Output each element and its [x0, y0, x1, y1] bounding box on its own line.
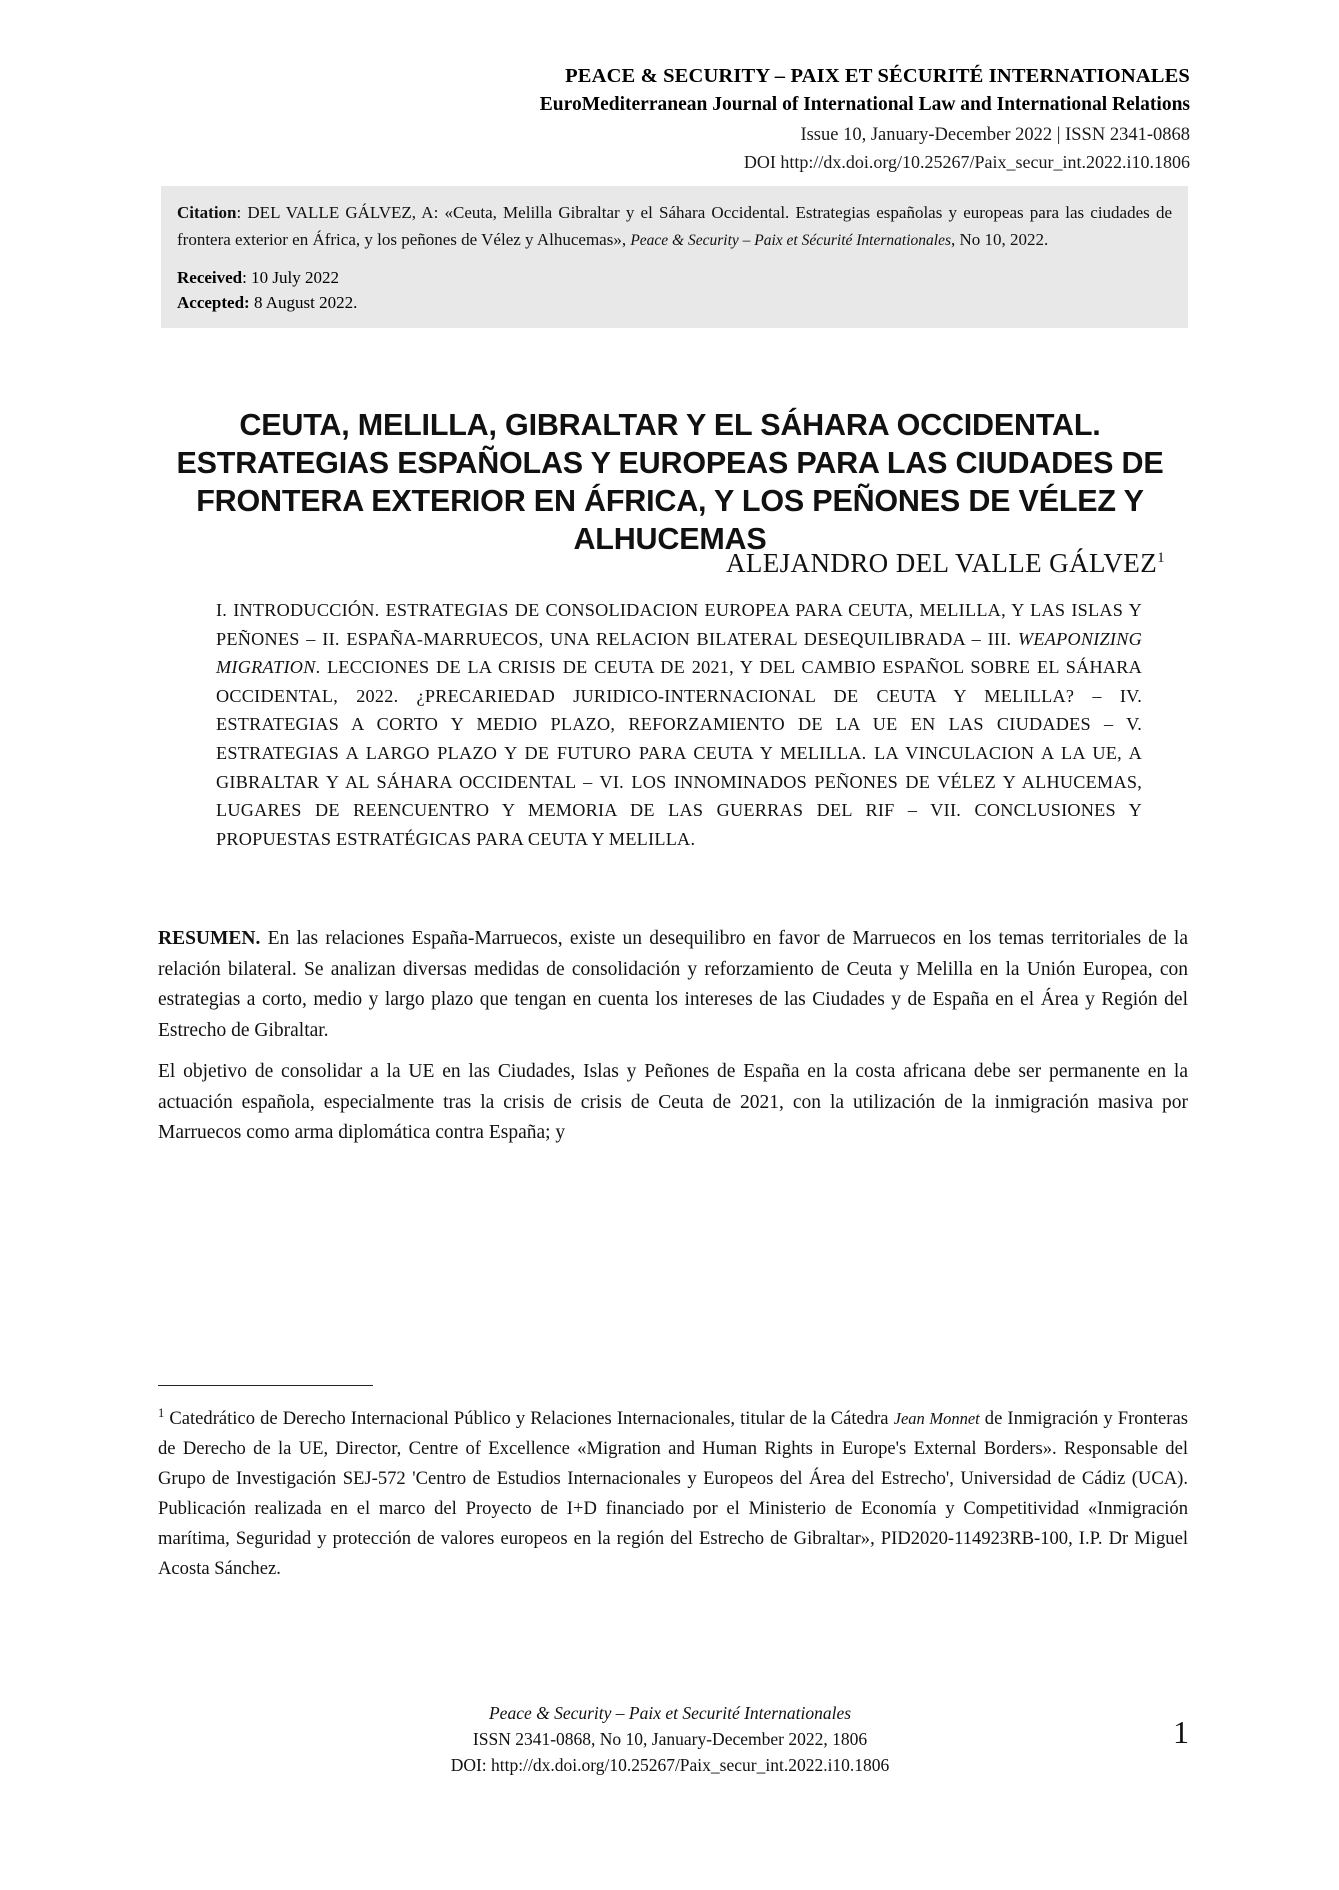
journal-subtitle: EuroMediterranean Journal of International Law and International Relations	[539, 94, 1190, 115]
citation-body-part2: , No 10, 2022.	[950, 229, 1049, 249]
received-accepted-block	[177, 265, 1172, 315]
footnote-part-1: Catedrático de Derecho Internacional Público y Relaciones Internacionales, titular de la Cátedra	[164, 1408, 894, 1430]
journal-doi-line: DOI http://dx.doi.org/10.25267/Paix_secur_int.2022.i10.1806	[743, 152, 1190, 172]
page-number: 1	[1173, 1714, 1189, 1750]
abstract-text-1: En las relaciones España-Marruecos, existe un desequilibro en favor de Marruecos en los temas territoriales de la relación bilateral. Se analizan diversas medidas de consolidación y reforzamiento de Ceuta y Melilla en la Unión Europea, con estrategias a corto, medio y largo plazo que tengan en cuenta los intereses de las Ciudades y de España en el Área y Región del Estrecho de Gibraltar.	[158, 928, 1188, 1041]
accepted-value: 8 August 2022.	[249, 293, 358, 312]
footnote-marker: 1	[158, 1406, 165, 1420]
accepted-label: Accepted:	[177, 293, 250, 312]
received-line	[177, 265, 1172, 290]
footer-journal-italic: Peace & Security – Paix et Securité Internationales	[488, 1703, 852, 1723]
footer-doi-line: DOI: http://dx.doi.org/10.25267/Paix_secur_int.2022.i10.1806	[450, 1755, 890, 1775]
page-footer	[150, 1700, 1190, 1778]
received-value: : 10 July 2022	[242, 268, 339, 287]
contents-segment-italic: WEAPONIZING MIGRATION	[216, 628, 1142, 678]
author-line	[175, 548, 1165, 579]
footnote-separator-rule	[158, 1385, 373, 1386]
footer-issn-line: ISSN 2341-0868, No 10, January-December 2022, 1806	[472, 1729, 868, 1749]
citation-body-part1: : DEL VALLE GÁLVEZ, A: «Ceuta, Melilla Gibraltar y el Sáhara Occidental. Estrategias españolas y europeas para las ciudades de frontera exterior en África, y los peñones de Vélez y Alhucemas»,	[177, 203, 1172, 249]
received-label: Received	[177, 268, 243, 287]
citation-box	[161, 186, 1188, 328]
abstract-section	[158, 924, 1188, 1149]
contents-segment-1: I. INTRODUCCIÓN. ESTRATEGIAS DE CONSOLIDACION EUROPEA PARA CEUTA, MELILLA, Y LAS ISLAS Y PEÑONES – II. ESPAÑA-MARRUECOS, UNA RELACION BILATERAL DESEQUILIBRADA – III.	[216, 600, 1142, 649]
footnote-text	[158, 1398, 1188, 1584]
footnote-italic-chair: Jean Monnet	[893, 1409, 980, 1429]
journal-masthead	[150, 62, 1190, 175]
contents-summary	[216, 596, 1142, 853]
journal-title: PEACE & SECURITY – PAIX ET SÉCURITÉ INTERNATIONALES	[565, 65, 1190, 87]
contents-segment-3: . LECCIONES DE LA CRISIS DE CEUTA DE 2021, Y DEL CAMBIO ESPAÑOL SOBRE EL SÁHARA OCCIDENTAL, 2022. ¿PRECARIEDAD JURIDICO-INTERNACIONAL DE CEUTA Y MELILLA? – IV. ESTRATEGIAS A CORTO Y MEDIO PLAZO, REFORZAMIENTO DE LA UE EN LAS CIUDADES – V. ESTRATEGIAS A LARGO PLAZO Y DE FUTURO PARA CEUTA Y MELILLA. LA VINCULACION A LA UE, A GIBRALTAR Y AL SÁHARA OCCIDENTAL – VI. LOS INNOMINADOS PEÑONES DE VÉLEZ Y ALHUCEMAS, LUGARES DE REENCUENTRO Y MEMORIA DE LAS GUERRAS DEL RIF – VII. CONCLUSIONES Y PROPUESTAS ESTRATÉGICAS PARA CEUTA Y MELILLA.	[216, 657, 1142, 849]
abstract-paragraph-1	[158, 924, 1188, 1046]
citation-journal-italic: Peace & Security – Paix et Sécurité Internationales	[630, 231, 951, 249]
author-footnote-marker: 1	[1157, 550, 1165, 566]
accepted-line	[177, 290, 1172, 315]
citation-label: Citation	[177, 203, 237, 222]
abstract-paragraph-2: El objetivo de consolidar a la UE en las Ciudades, Islas y Peñones de España en la costa africana debe ser permanente en la actuación española, especialmente tras la crisis de crisis de Ceuta de 2021, con la utilización de la inmigración masiva por Marruecos como arma diplomática contra España; y	[158, 1061, 1188, 1143]
journal-issue-line: Issue 10, January-December 2022 | ISSN 2341-0868	[800, 125, 1190, 145]
page-title: CEUTA, MELILLA, GIBRALTAR Y EL SÁHARA OCCIDENTAL. ESTRATEGIAS ESPAÑOLAS Y EUROPEAS PARA LAS CIUDADES DE FRONTERA EXTERIOR EN ÁFRICA, Y LOS PEÑONES DE VÉLEZ Y ALHUCEMAS	[176, 408, 1164, 557]
author-name: ALEJANDRO DEL VALLE GÁLVEZ	[725, 548, 1158, 578]
abstract-label: RESUMEN.	[158, 928, 261, 949]
citation-text	[177, 200, 1172, 254]
footnote-part-2: de Inmigración y Fronteras de Derecho de la UE, Director, Centre of Excellence «Migration and Human Rights in Europe's External Borders». Responsable del Grupo de Investigación SEJ-572 'Centro de Estudios Internacionales y Europeos del Área del Estrecho', Universidad de Cádiz (UCA). Publicación realizada en el marco del Proyecto de I+D financiado por el Ministerio de Economía y Competitividad «Inmigración marítima, Seguridad y protección de valores europeos en la región del Estrecho de Gibraltar», PID2020-114923RB-100, I.P. Dr Miguel Acosta Sánchez.	[158, 1408, 1188, 1580]
